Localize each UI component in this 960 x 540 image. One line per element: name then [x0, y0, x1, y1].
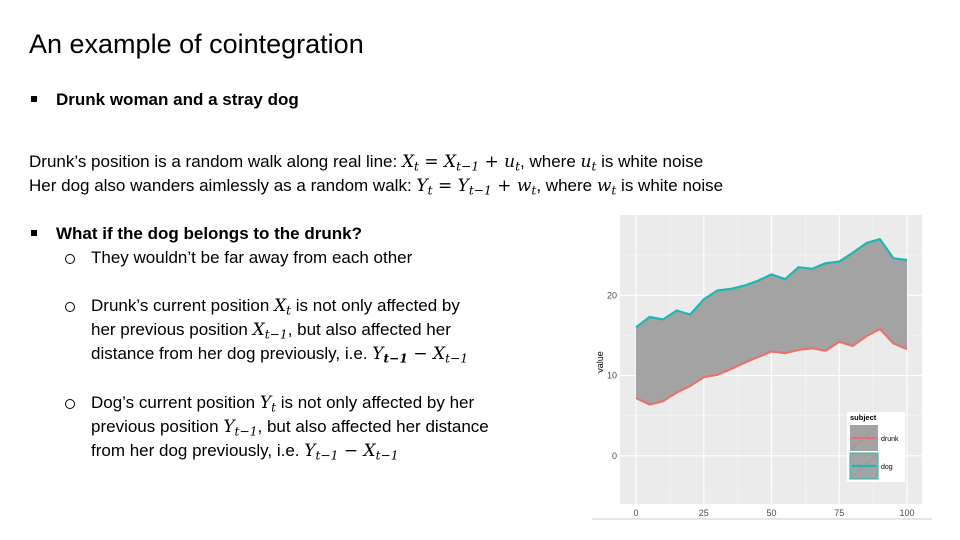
symbol-x-t-minus-1: $X_{t-1}$	[252, 320, 288, 342]
sub3-line1-before: Dog’s current position	[91, 393, 260, 412]
symbol-x-t: $X_t$	[274, 296, 292, 318]
para1-text-mid: , where	[520, 152, 581, 171]
para2-text-before: Her dog also wanders aimlessly as a random walk:	[29, 176, 417, 195]
bullet-marker	[31, 230, 37, 236]
x-tick-label: 50	[766, 508, 777, 518]
bullet-dog-belongs: What if the dog belongs to the drunk?	[56, 224, 362, 243]
sub-bullet-marker	[65, 399, 75, 409]
x-tick-label: 100	[899, 508, 915, 518]
equation-y-random-walk: $Y_t = Y_{t-1} + w_t$	[416, 176, 537, 198]
paragraph-dog-random-walk	[29, 175, 723, 202]
sub-bullet-not-far-apart: They wouldn’t be far away from each other	[91, 248, 413, 267]
chart-svg	[592, 212, 932, 520]
sub3-line1-after: is not only affected by her	[276, 393, 475, 412]
sub2-line2-after: , but also affected her	[287, 320, 451, 339]
sub-bullet-dog-line-1	[91, 392, 474, 419]
symbol-y-t-minus-1: $Y_{t-1}$	[223, 417, 258, 439]
sub-bullet-dog-line-2	[91, 416, 489, 443]
x-tick-label: 25	[698, 508, 709, 518]
symbol-y-t: $Y_t$	[259, 393, 276, 415]
legend-title: subject	[850, 413, 877, 422]
y-tick-label: 10	[606, 370, 617, 381]
sub-bullet-drunk-line-2	[91, 319, 451, 346]
sub-bullet-marker	[65, 254, 75, 264]
sub-bullet-drunk-line-1	[91, 295, 460, 322]
symbol-w-t: $w_t$	[596, 176, 617, 198]
cointegration-chart	[592, 212, 932, 520]
x-tick-label: 0	[633, 508, 639, 518]
sub3-line3-before: from her dog previously, i.e.	[91, 441, 305, 460]
sub2-line3-before: distance from her dog previously, i.e.	[91, 344, 373, 363]
y-tick-label: 20	[606, 290, 617, 301]
legend-label: dog	[881, 464, 893, 471]
sub-bullet-dog-line-3	[91, 440, 399, 467]
sub3-line2-after: , but also affected her distance	[257, 417, 489, 436]
equation-y-minus-x-lag: $Y_{t-1} - X_{t-1}$	[372, 344, 469, 366]
legend-label: drunk	[881, 436, 899, 443]
bullet-marker	[31, 96, 37, 102]
slide-title: An example of cointegration	[29, 29, 364, 59]
para1-text-before: Drunk’s position is a random walk along real line:	[29, 152, 402, 171]
y-axis-label: value	[595, 351, 605, 373]
para1-text-after: is white noise	[596, 152, 704, 171]
x-tick-label: 75	[834, 508, 845, 518]
y-tick-label: 0	[611, 450, 617, 461]
para2-text-after: is white noise	[616, 176, 724, 195]
symbol-u-t: $u_t$	[580, 152, 597, 174]
sub-bullet-marker	[65, 302, 75, 312]
sub2-line1-before: Drunk’s current position	[91, 296, 274, 315]
paragraph-drunk-random-walk	[29, 151, 703, 178]
sub2-line1-after: is not only affected by	[291, 296, 460, 315]
sub-bullet-drunk-line-3	[91, 343, 468, 370]
bullet-drunk-woman: Drunk woman and a stray dog	[56, 90, 299, 109]
sub3-line2-before: previous position	[91, 417, 224, 436]
sub2-line2-before: her previous position	[91, 320, 253, 339]
para2-text-mid: , where	[536, 176, 597, 195]
equation-y-lag-minus-x-lag: $Y_{t-1} - X_{t-1}$	[304, 441, 399, 463]
equation-x-random-walk: $X_t = X_{t-1} + u_t$	[401, 152, 521, 174]
